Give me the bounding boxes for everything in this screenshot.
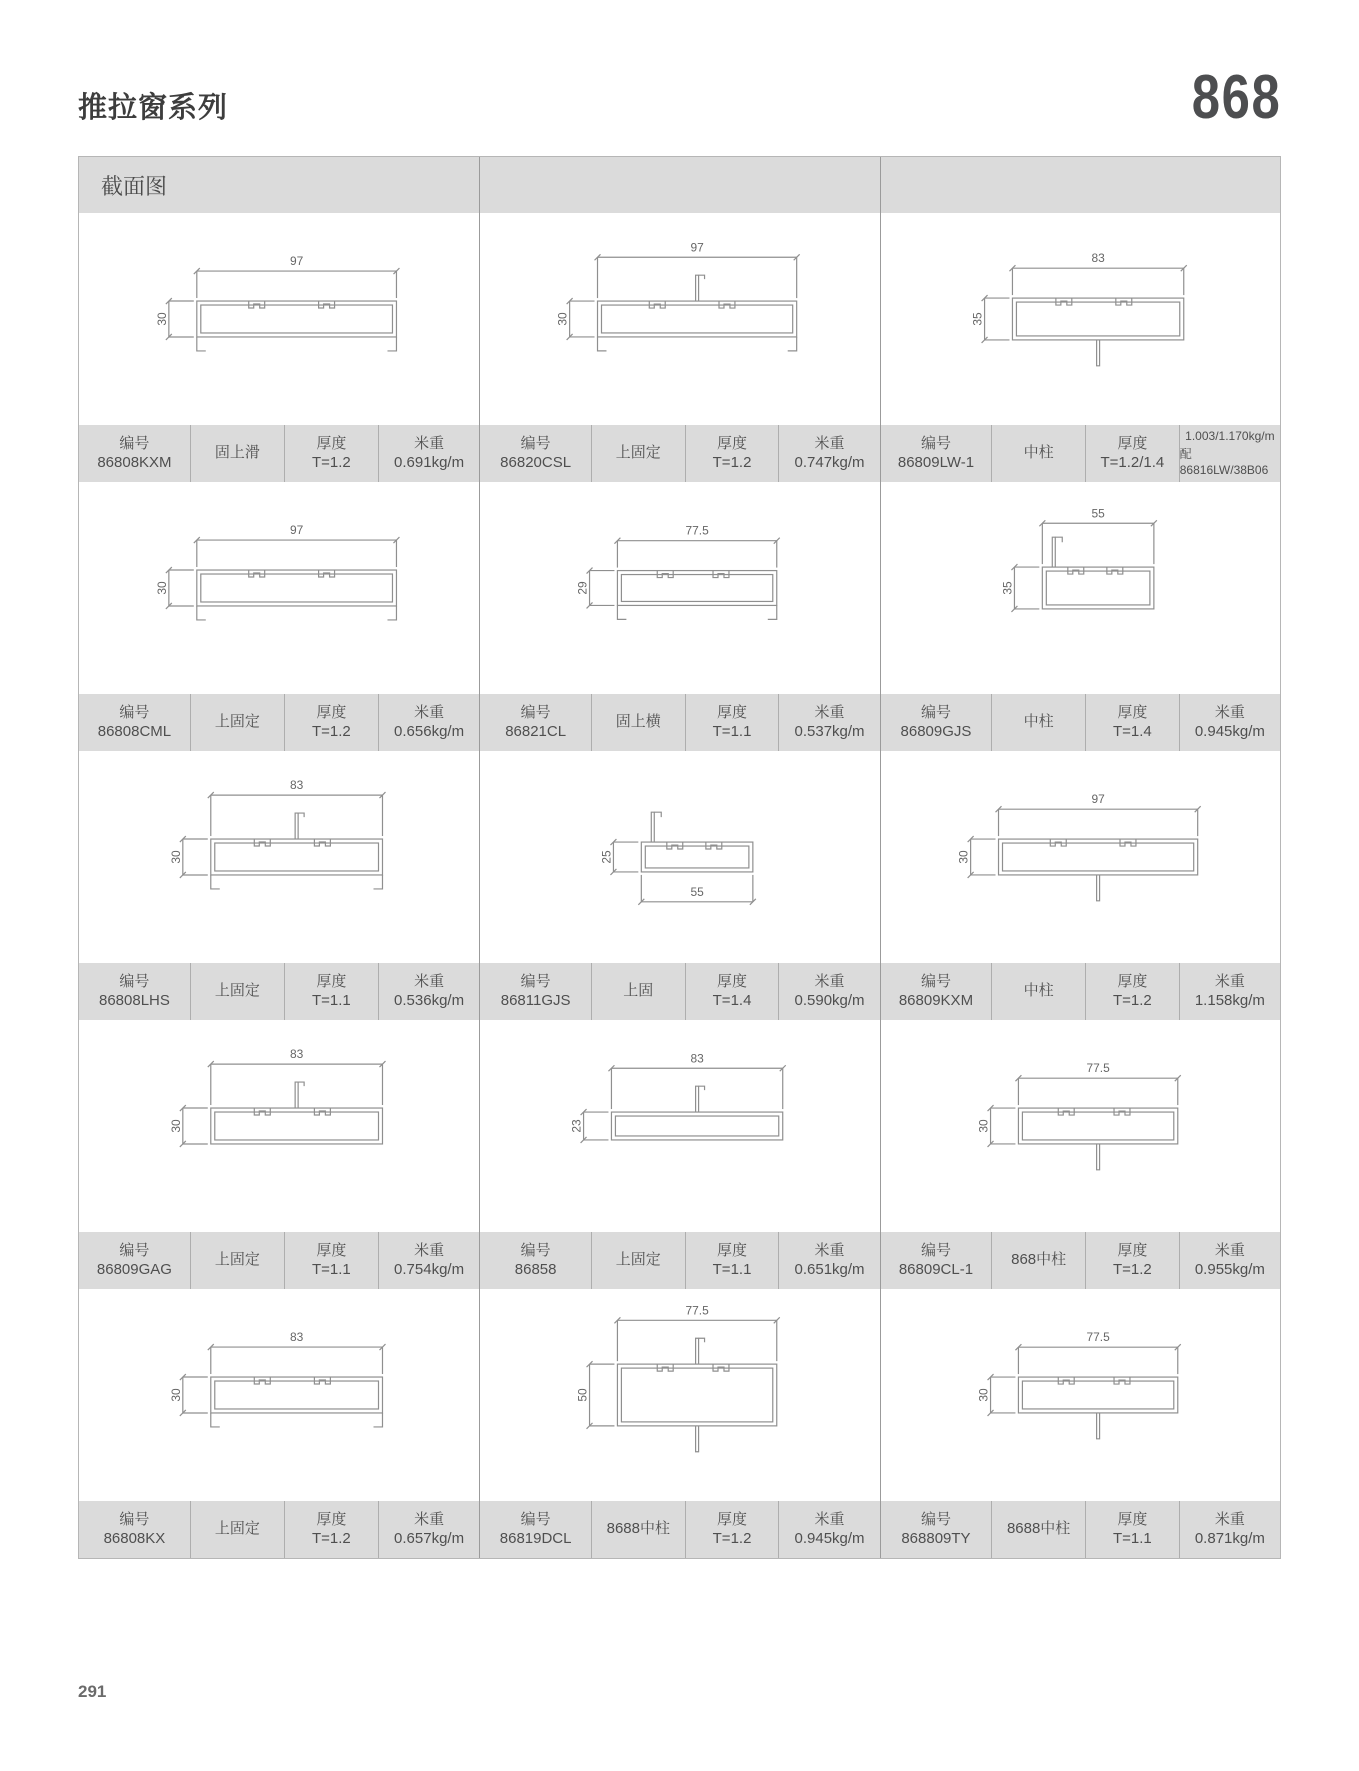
profile-cell (479, 751, 879, 1020)
svg-text:55: 55 (690, 884, 705, 899)
weight-value: 1.003/1.170kg/m (1185, 428, 1275, 443)
svg-text:77.5: 77.5 (1086, 1330, 1110, 1345)
profile-section-svg (79, 482, 479, 694)
thickness-label: 厚度 (1117, 703, 1148, 721)
profile-spec-row (480, 425, 879, 482)
profile-drawing (480, 751, 879, 963)
profile-spec-row (480, 1501, 879, 1558)
thickness-label: 厚度 (717, 703, 748, 721)
thickness-label: 厚度 (1117, 972, 1148, 990)
spec-name (190, 694, 284, 751)
weight-value: 0.656kg/m (394, 723, 465, 740)
code-label: 编号 (520, 972, 551, 990)
svg-text:83: 83 (1091, 251, 1105, 266)
thickness-label: 厚度 (717, 434, 748, 452)
svg-text:77.5: 77.5 (685, 523, 710, 538)
svg-text:30: 30 (168, 1119, 183, 1133)
spec-code (79, 1501, 190, 1558)
spec-name (991, 694, 1085, 751)
weight-label: 米重 (1214, 972, 1245, 990)
spec-name (591, 1232, 685, 1289)
weight-label: 米重 (414, 1241, 445, 1259)
code-label: 编号 (119, 434, 150, 452)
name-value: 上固定 (615, 1251, 661, 1269)
spec-weight (1179, 694, 1280, 751)
spec-weight (778, 963, 879, 1020)
spec-name (190, 1232, 284, 1289)
weight-value: 0.691kg/m (394, 454, 465, 471)
thickness-label: 厚度 (1117, 1510, 1148, 1528)
profile-drawing (79, 1289, 479, 1501)
spec-thickness (685, 963, 779, 1020)
spec-name (190, 963, 284, 1020)
svg-text:77.5: 77.5 (1086, 1061, 1110, 1076)
svg-text:23: 23 (569, 1119, 584, 1133)
title-bar (78, 62, 1281, 133)
profile-drawing (480, 482, 879, 694)
spec-weight (378, 963, 480, 1020)
svg-text:83: 83 (289, 1330, 304, 1345)
spec-code (79, 963, 190, 1020)
name-value: 中柱 (1023, 444, 1054, 462)
spec-weight (378, 425, 480, 482)
spec-weight (778, 1232, 879, 1289)
thickness-value: T=1.2/1.4 (1100, 454, 1165, 471)
series-number-badge: 868 (1191, 63, 1281, 133)
code-value: 86809CL-1 (898, 1261, 974, 1278)
spec-code (881, 1501, 992, 1558)
weight-label: 米重 (814, 703, 845, 721)
svg-text:25: 25 (599, 850, 614, 864)
profile-cell (79, 213, 479, 482)
thickness-value: T=1.1 (1112, 1530, 1152, 1547)
spec-code (79, 694, 190, 751)
profile-spec-row (480, 694, 879, 751)
spec-thickness (284, 1501, 378, 1558)
profile-cell (880, 482, 1280, 751)
weight-label: 米重 (414, 434, 445, 452)
svg-text:30: 30 (976, 1119, 991, 1133)
spec-weight (1179, 1501, 1280, 1558)
code-value: 86858 (514, 1261, 557, 1278)
spec-name (991, 963, 1085, 1020)
name-value: 8688中柱 (1006, 1520, 1071, 1538)
spec-name (591, 963, 685, 1020)
thickness-value: T=1.1 (311, 1261, 351, 1278)
profile-section-svg (480, 482, 879, 694)
weight-value: 0.955kg/m (1194, 1261, 1265, 1278)
spec-name (591, 1501, 685, 1558)
catalog-page (78, 0, 1281, 1559)
spec-name (190, 425, 284, 482)
spec-thickness (284, 425, 378, 482)
profile-cell (479, 213, 879, 482)
profile-section-svg (480, 1020, 879, 1232)
spec-thickness (685, 694, 779, 751)
code-label: 编号 (920, 972, 951, 990)
spec-weight (1179, 963, 1280, 1020)
weight-label: 米重 (414, 703, 445, 721)
code-label: 编号 (520, 434, 551, 452)
profile-section-svg (79, 213, 479, 425)
weight-value: 0.747kg/m (794, 454, 865, 471)
spec-code (881, 963, 992, 1020)
svg-text:30: 30 (168, 850, 183, 864)
spec-code (480, 694, 591, 751)
weight-label: 米重 (414, 972, 445, 990)
profile-cell (880, 751, 1280, 1020)
profile-drawing (79, 213, 479, 425)
spec-code (480, 1232, 591, 1289)
code-label: 编号 (520, 1241, 551, 1259)
profile-cell (79, 482, 479, 751)
spec-thickness (685, 1232, 779, 1289)
thickness-value: T=1.2 (311, 454, 351, 471)
profile-cell (880, 213, 1280, 482)
name-value: 中柱 (1023, 713, 1054, 731)
profile-spec-row (881, 425, 1280, 482)
thickness-label: 厚度 (1117, 1241, 1148, 1259)
profile-cell (479, 1020, 879, 1289)
svg-text:55: 55 (1091, 506, 1105, 521)
spec-name (190, 1501, 284, 1558)
weight-label: 米重 (814, 972, 845, 990)
profile-section-svg (881, 213, 1280, 425)
spec-thickness (284, 963, 378, 1020)
profile-section-svg (881, 751, 1280, 963)
profile-spec-row (79, 1501, 479, 1558)
weight-note: 配86816LW/38B06 (1179, 447, 1269, 477)
svg-text:50: 50 (575, 1388, 590, 1402)
thickness-label: 厚度 (717, 1241, 748, 1259)
profile-cell (479, 1289, 879, 1558)
svg-text:83: 83 (690, 1051, 705, 1066)
profile-section-svg (881, 1289, 1280, 1501)
code-label: 编号 (119, 703, 150, 721)
profile-section-svg (79, 1020, 479, 1232)
name-value: 868中柱 (1011, 1251, 1067, 1269)
code-label: 编号 (119, 1241, 150, 1259)
thickness-label: 厚度 (1117, 434, 1148, 452)
weight-value: 1.158kg/m (1194, 992, 1265, 1009)
profile-cell (880, 1020, 1280, 1289)
spec-weight (778, 1501, 879, 1558)
svg-text:30: 30 (555, 312, 570, 326)
code-value: 868809TY (901, 1530, 971, 1547)
name-value: 固上滑 (214, 444, 260, 462)
table-header (79, 157, 1280, 213)
profile-spec-row (79, 1232, 479, 1289)
code-label: 编号 (520, 1510, 551, 1528)
code-label: 编号 (920, 1241, 951, 1259)
svg-text:35: 35 (1000, 581, 1015, 595)
svg-text:97: 97 (289, 523, 304, 538)
name-value: 上固定 (214, 1520, 260, 1538)
profile-spec-row (881, 694, 1280, 751)
series-title: 推拉窗系列 (78, 92, 229, 124)
spec-weight (778, 425, 879, 482)
code-value: 86811GJS (500, 992, 571, 1009)
spec-code (881, 1232, 992, 1289)
profile-spec-row (881, 963, 1280, 1020)
profile-drawing (480, 1289, 879, 1501)
code-value: 86820CSL (500, 454, 572, 471)
profile-drawing (881, 482, 1280, 694)
thickness-value: T=1.1 (311, 992, 351, 1009)
svg-text:83: 83 (289, 778, 304, 793)
weight-value: 0.754kg/m (394, 1261, 465, 1278)
name-value: 中柱 (1023, 982, 1054, 1000)
svg-text:97: 97 (690, 240, 705, 255)
profile-section-svg (79, 751, 479, 963)
svg-text:30: 30 (154, 581, 169, 595)
thickness-value: T=1.2 (311, 723, 351, 740)
profile-drawing (480, 1020, 879, 1232)
svg-text:29: 29 (575, 581, 590, 595)
weight-label: 米重 (1214, 1510, 1245, 1528)
profile-cell (79, 1020, 479, 1289)
weight-label: 米重 (414, 1510, 445, 1528)
weight-label: 米重 (1214, 703, 1245, 721)
profile-section-svg (881, 1020, 1280, 1232)
spec-weight (378, 1501, 480, 1558)
thickness-value: T=1.1 (712, 1261, 752, 1278)
svg-text:30: 30 (956, 850, 971, 864)
profile-drawing (881, 1289, 1280, 1501)
spec-thickness (1085, 1501, 1179, 1558)
profile-section-svg (480, 213, 879, 425)
thickness-label: 厚度 (717, 972, 748, 990)
thickness-value: T=1.4 (1112, 723, 1152, 740)
profile-spec-row (79, 425, 479, 482)
weight-label: 米重 (1214, 1241, 1245, 1259)
weight-value: 0.651kg/m (794, 1261, 865, 1278)
spec-code (79, 1232, 190, 1289)
spec-name (591, 425, 685, 482)
profile-drawing (79, 1020, 479, 1232)
profile-drawing (79, 751, 479, 963)
thickness-label: 厚度 (316, 434, 347, 452)
weight-label: 米重 (814, 1241, 845, 1259)
code-value: 86808KXM (97, 454, 172, 471)
weight-value: 0.871kg/m (1194, 1530, 1265, 1547)
spec-code (881, 694, 992, 751)
code-value: 86821CL (505, 723, 567, 740)
table-header-cell-3 (880, 157, 1280, 213)
weight-value: 0.536kg/m (394, 992, 465, 1009)
code-value: 86809GAG (96, 1261, 172, 1278)
profile-drawing (881, 751, 1280, 963)
spec-code (480, 963, 591, 1020)
svg-text:77.5: 77.5 (685, 1303, 710, 1318)
profile-drawing (881, 213, 1280, 425)
profile-drawing (881, 1020, 1280, 1232)
spec-code (881, 425, 992, 482)
name-value: 上固定 (214, 982, 260, 1000)
name-value: 8688中柱 (606, 1520, 670, 1538)
profile-spec-row (480, 963, 879, 1020)
profile-cell (79, 751, 479, 1020)
profile-grid (79, 213, 1280, 1558)
spec-thickness (1085, 1232, 1179, 1289)
thickness-value: T=1.4 (712, 992, 752, 1009)
spec-weight (378, 1232, 480, 1289)
weight-label: 米重 (814, 1510, 845, 1528)
svg-text:35: 35 (970, 312, 985, 326)
thickness-value: T=1.2 (311, 1530, 351, 1547)
spec-thickness (1085, 425, 1179, 482)
thickness-value: T=1.2 (712, 1530, 752, 1547)
svg-text:97: 97 (1091, 792, 1105, 807)
code-label: 编号 (119, 1510, 150, 1528)
table-header-cell-2 (479, 157, 879, 213)
profile-cell (479, 482, 879, 751)
profile-spec-row (79, 963, 479, 1020)
name-value: 上固定 (615, 444, 661, 462)
thickness-label: 厚度 (316, 1241, 347, 1259)
spec-weight (1179, 425, 1280, 482)
profile-section-svg (480, 751, 879, 963)
thickness-value: T=1.1 (712, 723, 752, 740)
profile-table (78, 156, 1281, 1559)
profile-cell (79, 1289, 479, 1558)
thickness-label: 厚度 (316, 1510, 347, 1528)
weight-label: 米重 (814, 434, 845, 452)
spec-thickness (1085, 963, 1179, 1020)
spec-thickness (685, 425, 779, 482)
spec-name (991, 425, 1085, 482)
spec-name (991, 1232, 1085, 1289)
table-header-cell-1 (79, 157, 479, 213)
name-value: 上固 (623, 982, 654, 1000)
code-value: 86808LHS (98, 992, 170, 1009)
code-value: 86809GJS (900, 723, 972, 740)
spec-name (991, 1501, 1085, 1558)
thickness-value: T=1.2 (712, 454, 752, 471)
svg-text:30: 30 (168, 1388, 183, 1402)
code-value: 86808KX (103, 1530, 166, 1547)
spec-name (591, 694, 685, 751)
code-value: 86819DCL (499, 1530, 572, 1547)
spec-code (480, 1501, 591, 1558)
profile-spec-row (881, 1232, 1280, 1289)
weight-value: 0.657kg/m (394, 1530, 465, 1547)
code-value: 86809LW-1 (897, 454, 975, 471)
spec-weight (778, 694, 879, 751)
weight-value: 0.945kg/m (1194, 723, 1265, 740)
thickness-value: T=1.2 (1112, 992, 1152, 1009)
thickness-label: 厚度 (316, 972, 347, 990)
profile-spec-row (480, 1232, 879, 1289)
code-label: 编号 (920, 703, 951, 721)
thickness-label: 厚度 (717, 1510, 748, 1528)
profile-cell (880, 1289, 1280, 1558)
svg-text:83: 83 (289, 1047, 304, 1062)
section-title: 截面图 (101, 173, 168, 199)
spec-code (480, 425, 591, 482)
profile-drawing (79, 482, 479, 694)
weight-value: 0.590kg/m (794, 992, 865, 1009)
profile-section-svg (79, 1289, 479, 1501)
profile-spec-row (881, 1501, 1280, 1558)
thickness-value: T=1.2 (1112, 1261, 1152, 1278)
code-label: 编号 (520, 703, 551, 721)
spec-weight (1179, 1232, 1280, 1289)
name-value: 上固定 (214, 713, 260, 731)
code-value: 86808CML (97, 723, 172, 740)
svg-text:30: 30 (154, 312, 169, 326)
svg-text:97: 97 (289, 254, 304, 269)
spec-code (79, 425, 190, 482)
spec-thickness (685, 1501, 779, 1558)
thickness-label: 厚度 (316, 703, 347, 721)
spec-weight (378, 694, 480, 751)
name-value: 上固定 (214, 1251, 260, 1269)
code-label: 编号 (920, 434, 951, 452)
profile-section-svg (480, 1289, 879, 1501)
spec-thickness (1085, 694, 1179, 751)
profile-spec-row (79, 694, 479, 751)
profile-section-svg (881, 482, 1280, 694)
page-number: 291 (78, 1682, 107, 1701)
code-value: 86809KXM (898, 992, 974, 1009)
code-label: 编号 (920, 1510, 951, 1528)
weight-value: 0.945kg/m (794, 1530, 865, 1547)
name-value: 固上横 (615, 713, 661, 731)
weight-value: 0.537kg/m (794, 723, 865, 740)
svg-text:30: 30 (976, 1388, 991, 1402)
spec-thickness (284, 694, 378, 751)
code-label: 编号 (119, 972, 150, 990)
spec-thickness (284, 1232, 378, 1289)
profile-drawing (480, 213, 879, 425)
